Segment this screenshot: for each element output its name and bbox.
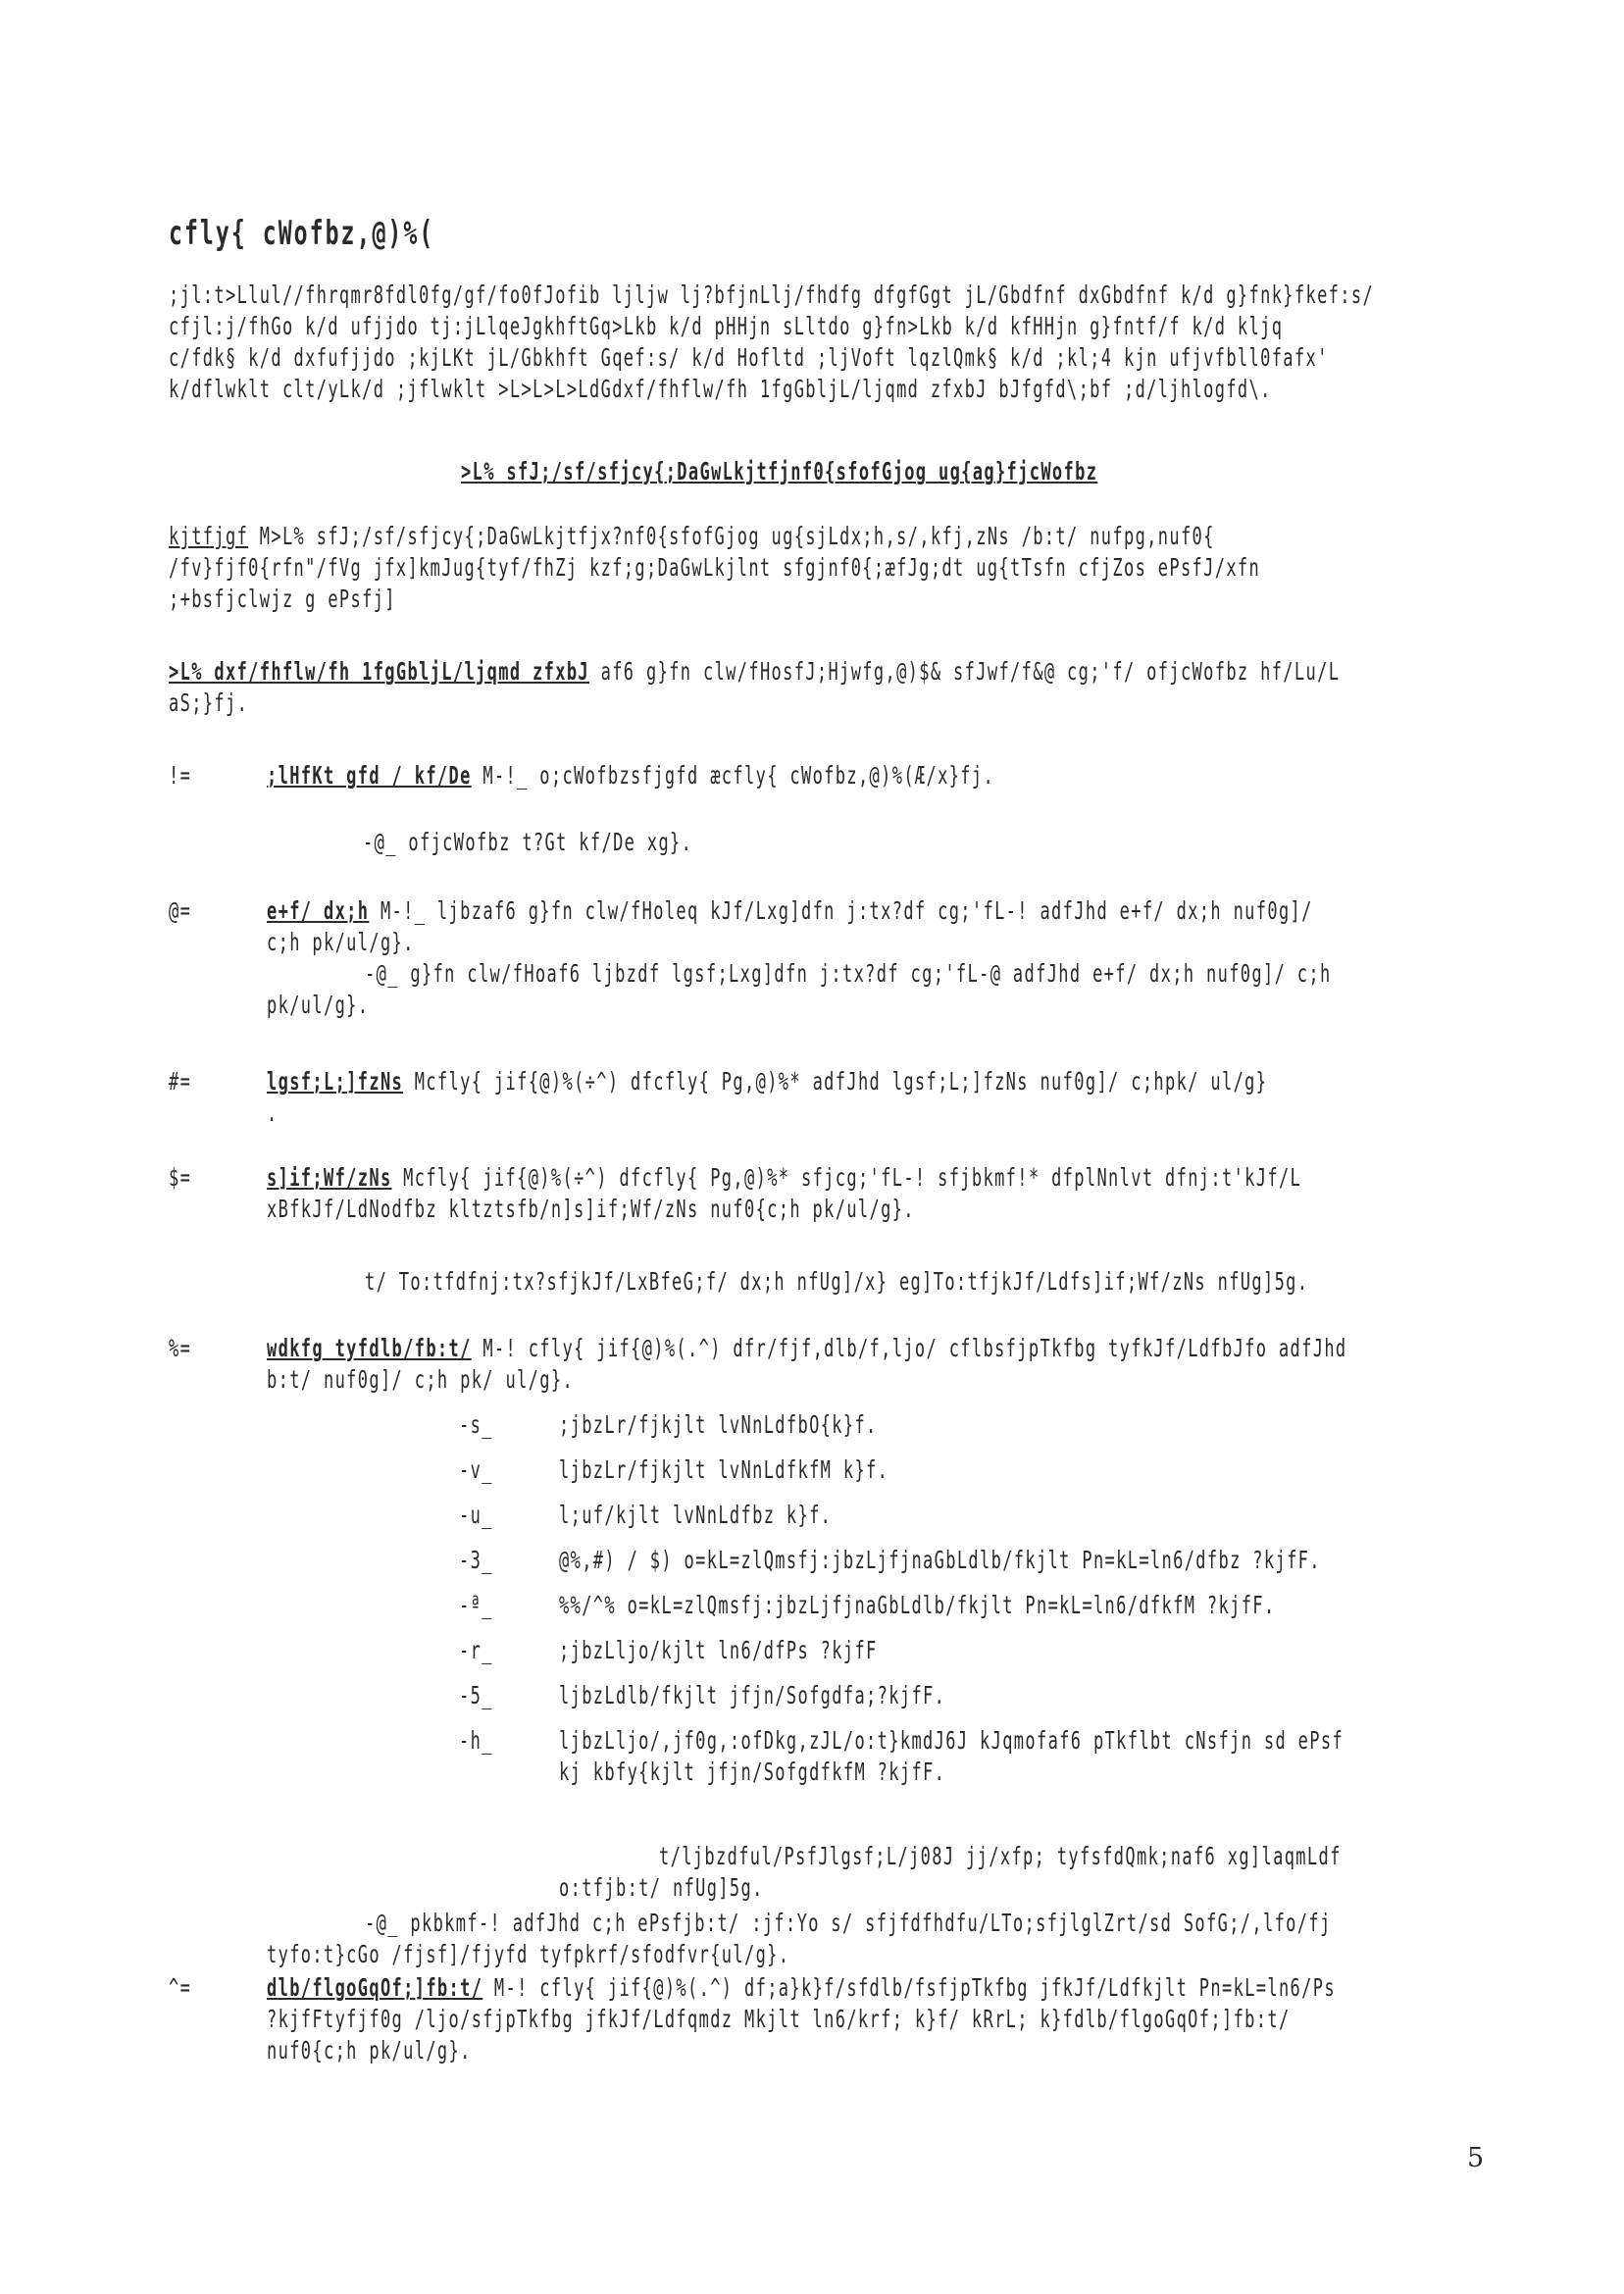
item-1-text: M-!_ o;cWofbzsfjgfd æcfly{ cWofbz,@)%(Æ/x}fj. bbox=[482, 761, 995, 790]
item-6-number: ^= bbox=[169, 1973, 192, 2002]
item-5-list-marker-5: -ª_ bbox=[459, 1591, 493, 1619]
item-1-number: != bbox=[169, 761, 192, 790]
item-5-number: %= bbox=[169, 1334, 192, 1362]
item-2-line-1 bbox=[267, 896, 1313, 926]
item-5-list-marker-8: -h_ bbox=[459, 1726, 493, 1755]
intro-line-1: ;jl:t>Llul//fhrqmr8fdl0fg/gf/fo0fJofib ljljw lj?bfjnLlj/fhdfg dfgfGgt jL/Gbdfnf dxGbdfnf k/d g}fnk}fkef:s/ bbox=[169, 280, 1375, 309]
para2-lead: >L% dxf/fhflw/fh 1fgGbljL/ljqmd zfxbJ bbox=[169, 657, 590, 686]
para1-lead: kjtfjgf bbox=[169, 522, 249, 550]
item-5-list-text-1: ;jbzLr/fjkjlt lvNnLdfbO{k}f. bbox=[559, 1410, 878, 1439]
item-5-line-1 bbox=[267, 1334, 1347, 1363]
page-number: 5 bbox=[1467, 2143, 1485, 2173]
para2-text-1: af6 g}fn clw/fHosfJ;Hjwfg,@)$& sfJwf/f&@ cg;'f/ ofjcWofbz hf/Lu/L bbox=[600, 657, 1341, 686]
para2-line-2: aS;}fj. bbox=[169, 688, 249, 717]
page-title: cfly{ cWofbz,@)%( bbox=[169, 214, 435, 253]
item-5-list-marker-1: -s_ bbox=[459, 1410, 493, 1439]
item-1-lead: ;lHfKt gfd / kf/De bbox=[267, 761, 472, 790]
item-3-number: #= bbox=[169, 1067, 192, 1096]
item-5-list-marker-4: -3_ bbox=[459, 1546, 493, 1574]
item-6-line-1 bbox=[267, 1973, 1336, 2003]
item-3-text-1: Mcfly{ jif{@)%(÷^) dfcfly{ Pg,@)%* adfJhd lgsf;L;]fzNs nuf0g]/ c;hpk/ ul/g} bbox=[414, 1067, 1268, 1096]
item-2-sub-1: -@_ g}fn clw/fHoaf6 ljbzdf lgsf;Lxg]dfn j:tx?df cg;'fL-@ adfJhd e+f/ dx;h nuf0g]/ c;h bbox=[365, 959, 1332, 988]
para1-line-1 bbox=[169, 522, 1215, 551]
item-3-line-2: . bbox=[267, 1098, 279, 1127]
item-5-lead: wdkfg tyfdlb/fb:t/ bbox=[267, 1334, 472, 1362]
item-2-number: @= bbox=[169, 896, 192, 925]
item-5-list-text-9: kj kbfy{kjlt jfjn/SofgdfkfM ?kjfF. bbox=[559, 1758, 946, 1786]
item-4-text-1: Mcfly{ jif{@)%(÷^) dfcfly{ Pg,@)%* sfjcg;'fL-! sfjbkmf!* dfplNnlvt dfnj:t'kJf/L bbox=[403, 1163, 1302, 1192]
item-4-line-1 bbox=[267, 1163, 1301, 1193]
item-3-lead: lgsf;L;]fzNs bbox=[267, 1067, 404, 1096]
item-1-sub-1: -@_ ofjcWofbz t?Gt kf/De xg}. bbox=[363, 828, 693, 856]
item-2-sub-2: pk/ul/g}. bbox=[267, 991, 370, 1019]
item-5-sub-4: tyfo:t}cGo /fjsf]/fjyfd tyfpkrf/sfodfvr{ul/g}. bbox=[267, 1940, 790, 1968]
item-5-text-1: M-! cfly{ jif{@)%(.^) dfr/fjf,dlb/f,ljo/ cflbsfjpTkfbg tyfkJf/LdfbJfo adfJhd bbox=[482, 1334, 1347, 1362]
item-5-list-marker-3: -u_ bbox=[459, 1501, 493, 1529]
item-5-list-text-7: ljbzLdlb/fkjlt jfjn/Sofgdfa;?kjfF. bbox=[559, 1681, 946, 1709]
item-2-lead: e+f/ dx;h bbox=[267, 896, 370, 925]
item-3-line-1 bbox=[267, 1067, 1267, 1096]
item-6-line-2: ?kjfFtyfjf0g /ljo/sfjpTkfbg jfkJf/Ldfqmdz Mkjlt ln6/krf; k}f/ kRrL; k}fdlb/flgoGqOf;]fb:t/ bbox=[267, 2005, 1291, 2033]
item-2-line-2: c;h pk/ul/g}. bbox=[267, 928, 415, 956]
intro-line-4: k/dflwklt clt/yLk/d ;jflwklt >L>L>L>LdGdxf/fhflw/fh 1fgGbljL/ljqmd zfxbJ bJfgfd\;bf ;d/ljhlogfd\. bbox=[169, 375, 1272, 403]
item-5-list-text-8: ljbzLljo/,jf0g,:ofDkg,zJL/o:t}kmdJ6J kJqmofaf6 pTkflbt cNsfjn sd ePsf bbox=[559, 1726, 1345, 1755]
intro-line-3: c/fdk§ k/d dxfufjjdo ;kjLKt jL/Gbkhft Gqef:s/ k/d Hofltd ;ljVoft lqzlQmk§ k/d ;kl;4 kjn ufjvfbll0fafx' bbox=[169, 343, 1329, 372]
para1-line-3: ;+bsfjclwjz g ePsfj] bbox=[169, 585, 396, 613]
para2-line-1 bbox=[169, 657, 1340, 687]
item-5-line-2: b:t/ nuf0g]/ c;h pk/ ul/g}. bbox=[267, 1365, 575, 1394]
item-4-lead: s]if;Wf/zNs bbox=[267, 1163, 392, 1192]
item-5-sub-1: t/ljbzdful/PsfJlgsf;L/j08J jj/xfp; tyfsfdQmk;naf6 xg]laqmLdf bbox=[659, 1842, 1342, 1870]
item-2-text-1: M-!_ ljbzaf6 g}fn clw/fHoleq kJf/Lxg]dfn j:tx?df cg;'fL-! adfJhd e+f/ dx;h nuf0g]/ bbox=[380, 896, 1313, 925]
item-4-number: $= bbox=[169, 1163, 192, 1192]
item-5-sub-3: -@_ pkbkmf-! adfJhd c;h ePsfjb:t/ :jf:Yo s/ sfjfdfhdfu/LTo;sfjlglZrt/sd SofG;/,lfo/fj bbox=[365, 1909, 1332, 1937]
section-heading: >L% sfJ;/sf/sfjcy{;DaGwLkjtfjnf0{sfofGjog ug{ag}fjcWofbz bbox=[461, 457, 1098, 485]
item-4-sub-1: t/ To:tfdfnj:tx?sfjkJf/LxBfeG;f/ dx;h nfUg]/x} eg]To:tfjkJf/Ldfs]if;Wf/zNs nfUg]5g. bbox=[365, 1267, 1309, 1296]
item-5-list-marker-2: -v_ bbox=[459, 1455, 493, 1484]
item-5-list-text-4: @%,#) / $) o=kL=zlQmsfj:jbzLjfjnaGbLdlb/fkjlt Pn=kL=ln6/dfbz ?kjfF. bbox=[559, 1546, 1321, 1574]
item-5-sub-2: o:tfjb:t/ nfUg]5g. bbox=[559, 1873, 764, 1902]
item-6-text-1: M-! cfly{ jif{@)%(.^) df;a}k}f/sfdlb/fsfjpTkfbg jfkJf/Ldfkjlt Pn=kL=ln6/Ps bbox=[493, 1973, 1336, 2002]
item-5-list-text-5: %%/^% o=kL=zlQmsfj:jbzLjfjnaGbLdlb/fkjlt Pn=kL=ln6/dfkfM ?kjfF. bbox=[559, 1591, 1276, 1619]
item-5-list-marker-6: -r_ bbox=[459, 1636, 493, 1664]
item-6-lead: dlb/flgoGqOf;]fb:t/ bbox=[267, 1973, 483, 2002]
item-1-line-1 bbox=[267, 761, 994, 790]
para1-text-1: M>L% sfJ;/sf/sfjcy{;DaGwLkjtfjx?nf0{sfofGjog ug{sjLdx;h,s/,kfj,zNs /b:t/ nufpg,nuf0{ bbox=[259, 522, 1215, 550]
item-5-list-marker-7: -5_ bbox=[459, 1681, 493, 1709]
item-5-list-text-3: l;uf/kjlt lvNnLdfbz k}f. bbox=[559, 1501, 833, 1529]
item-5-list-text-2: ljbzLr/fjkjlt lvNnLdfkfM k}f. bbox=[559, 1455, 889, 1484]
item-6-line-3: nuf0{c;h pk/ul/g}. bbox=[267, 2036, 472, 2065]
intro-line-2: cfjl:j/fhGo k/d ufjjdo tj:jLlqeJgkhftGq>Lkb k/d pHHjn sLltdo g}fn>Lkb k/d kfHHjn g}fntf/f k/d kljq bbox=[169, 312, 1284, 340]
item-4-line-2: xBfkJf/LdNodfbz kltztsfb/n]s]if;Wf/zNs nuf0{c;h pk/ul/g}. bbox=[267, 1195, 915, 1223]
para1-line-2: /fv}fjf0{rfn"/fVg jfx]kmJug{tyf/fhZj kzf;g;DaGwLkjlnt sfgjnf0{;æfJg;dt ug{tTsfn cfjZos ePsfJ/xfn bbox=[169, 553, 1261, 582]
item-5-list-text-6: ;jbzLljo/kjlt ln6/dfPs ?kjfF bbox=[559, 1636, 878, 1664]
